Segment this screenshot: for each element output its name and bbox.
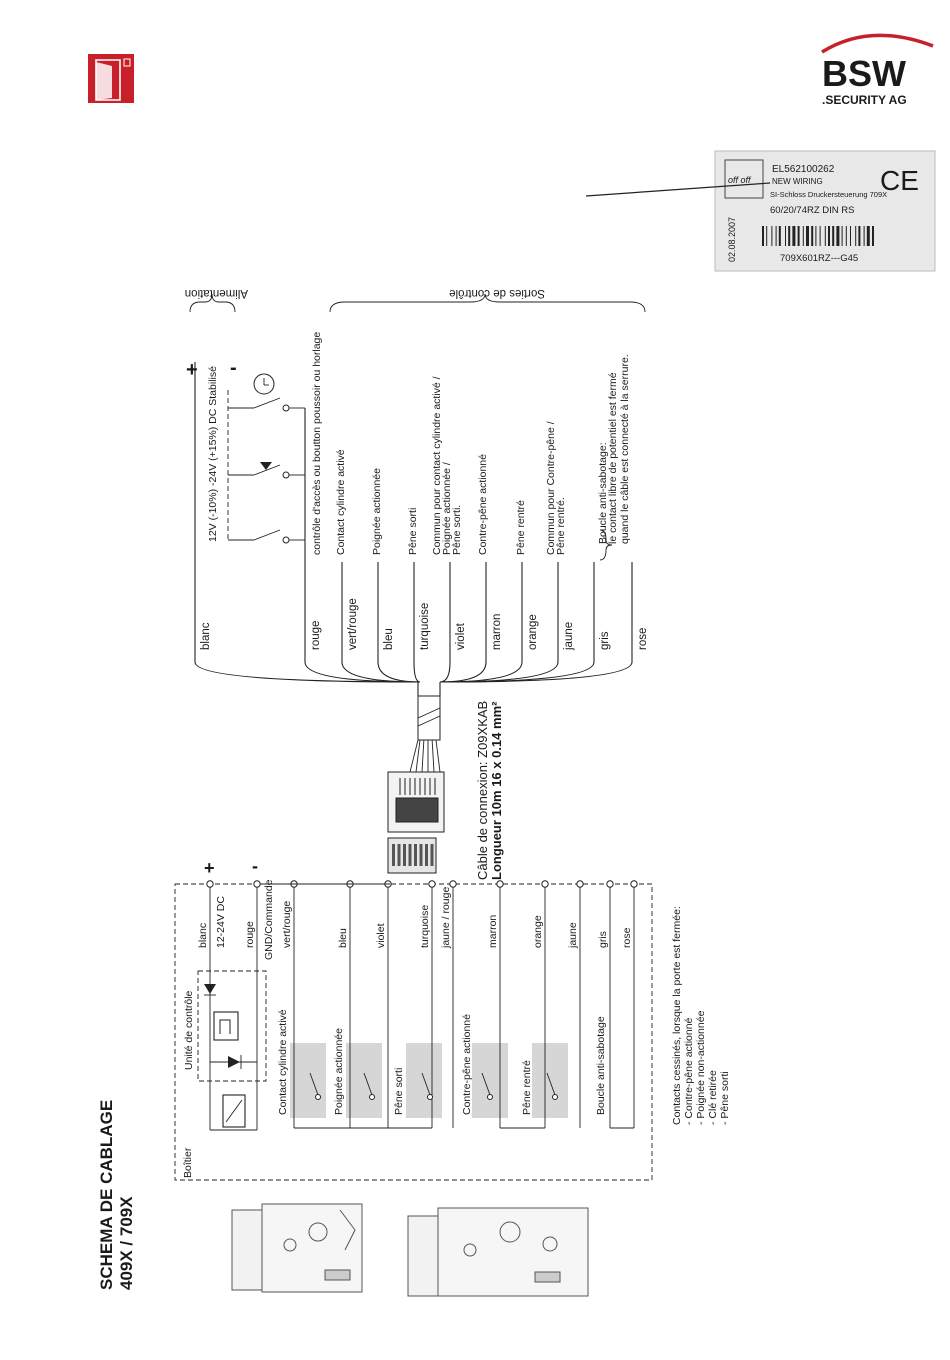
output-description: Pêne rentré. — [555, 497, 567, 555]
output-wire-label: vert/rouge — [347, 598, 359, 650]
product-label-card — [715, 151, 935, 271]
box-power-minus: - — [252, 856, 258, 876]
supply-voltage-text: 12V (-10%) -24V (+15%) DC Stabilisé — [207, 366, 219, 542]
label-code: EL562100262 — [772, 164, 835, 175]
terminal-11 — [631, 881, 637, 887]
door-icon — [88, 54, 134, 103]
output-wire-label: orange — [527, 614, 539, 650]
terminal-8 — [542, 881, 548, 887]
terminal-0 — [207, 881, 213, 887]
bsw-logo — [822, 35, 933, 107]
output-wire-label: rose — [637, 627, 649, 650]
output-description: Commun pour contact cylindre activé / — [431, 376, 443, 555]
box-wire-label: blanc — [197, 922, 209, 948]
sorties-label: Sorties de contrôle — [449, 287, 545, 299]
contact-label: Poignée actionnée — [333, 1028, 345, 1115]
contact-label: Contact cylindre activé — [277, 1009, 289, 1115]
supply-minus: - — [230, 357, 237, 379]
output-description: Pêne rentré — [515, 500, 527, 555]
label-ce: CE — [880, 165, 919, 196]
brand-name: BSW — [822, 53, 906, 94]
box-wire-label: vert/rouge — [281, 900, 293, 948]
control-unit-internals — [204, 884, 257, 1130]
notes-item: - Poignée non-actionnée — [695, 1010, 707, 1125]
box-wire-label: rose — [621, 927, 633, 948]
notes-block — [671, 906, 731, 1125]
lock-body-illustration-2 — [408, 1208, 588, 1296]
terminal-6 — [450, 881, 456, 887]
output-description: Poignée actionnée — [371, 468, 383, 555]
notes-heading: Contacts cessinés, lorsque la porte est fermée: — [671, 906, 683, 1125]
box-wire-label: orange — [532, 915, 544, 948]
box-wire-label: turquoise — [419, 904, 431, 948]
notes-item: - Contre-pêne actionné — [683, 1017, 695, 1125]
output-switches — [228, 374, 305, 543]
label-spec: 60/20/74RZ DIN RS — [770, 205, 855, 216]
box-gnd-label: GND/Commande — [263, 879, 275, 960]
terminal-1 — [254, 881, 260, 887]
lock-body-illustration-1 — [232, 1204, 362, 1292]
output-description: Pêne sorti — [407, 507, 419, 555]
output-wire-label: bleu — [383, 628, 395, 650]
label-barcode-text: 709X601RZ---G45 — [780, 253, 859, 264]
contact-label: Pêne rentré — [521, 1060, 533, 1115]
output-description: le contact libre de potentiel est fermé — [607, 372, 619, 544]
label-date: 02.08.2007 — [727, 216, 737, 262]
terminal-7 — [497, 881, 503, 887]
supply-plus: + — [186, 359, 198, 381]
output-description: Pêne sorti. — [451, 504, 463, 555]
output-description: Contact cylindre activé — [335, 449, 347, 555]
output-wire-label: turquoise — [419, 602, 431, 650]
boitier-label: Boîtier — [182, 1147, 194, 1178]
diagram-title-line1: SCHEMA DE CABLAGE — [97, 1099, 116, 1290]
box-wire-label: violet — [375, 923, 387, 948]
box-wire-label: jaune / rouge — [440, 886, 452, 948]
notes-item: - Clé retirée — [707, 1070, 719, 1125]
box-wire-label: marron — [487, 914, 499, 948]
box-power-plus: + — [204, 858, 215, 878]
cable-connector — [388, 696, 444, 873]
output-wire-label: marron — [491, 613, 503, 650]
output-description: Poignée actionnée / — [441, 462, 453, 555]
notes-item: - Pêne sorti — [719, 1071, 731, 1125]
alimentation-label: Alimentation — [184, 287, 248, 299]
contact-label: Pêne sorti — [393, 1067, 405, 1115]
terminal-10 — [607, 881, 613, 887]
control-unit-label: Unité de contrôle — [183, 990, 195, 1070]
label-desc: SI-Schloss Druckersteuerung 709X — [770, 190, 888, 199]
output-wire-label: gris — [599, 631, 611, 650]
output-wire-label: rouge — [310, 620, 322, 650]
box-power-label: 12-24V DC — [215, 896, 227, 948]
box-wire-label: rouge — [244, 921, 256, 948]
output-description: Boucle anti-sabotage: — [597, 442, 609, 544]
output-description: Commun pour Contre-pêne / — [545, 421, 557, 555]
label-logo: off off — [728, 175, 751, 185]
output-wire-label: blanc — [200, 622, 212, 650]
brand-sub: .SECURITY AG — [822, 93, 907, 107]
label-wiring: NEW WIRING — [772, 177, 823, 186]
contact-label: Boucle anti-sabotage — [595, 1016, 607, 1115]
diagram-title-line2: 409X / 709X — [117, 1196, 136, 1290]
box-wire-label: bleu — [337, 928, 349, 948]
terminal-5 — [429, 881, 435, 887]
output-description: Contre-pêne actionné — [477, 454, 489, 555]
output-wire-label: violet — [455, 623, 467, 650]
cable-label-1: Câble de connexion: Z09XKAB — [475, 700, 490, 880]
box-wire-label: gris — [597, 931, 609, 948]
terminal-9 — [577, 881, 583, 887]
contact-label: Contre-pêne actionné — [461, 1014, 473, 1115]
cable-label-2: Longueur 10m 16 x 0.14 mm² — [489, 701, 504, 880]
output-wire-label: jaune — [563, 621, 575, 650]
output-description: contrôle d'accès ou boutton poussoir ou horlage — [311, 331, 323, 555]
output-description: quand le câble est connecté à la serrure. — [619, 354, 631, 544]
box-wire-label: jaune — [567, 922, 579, 948]
